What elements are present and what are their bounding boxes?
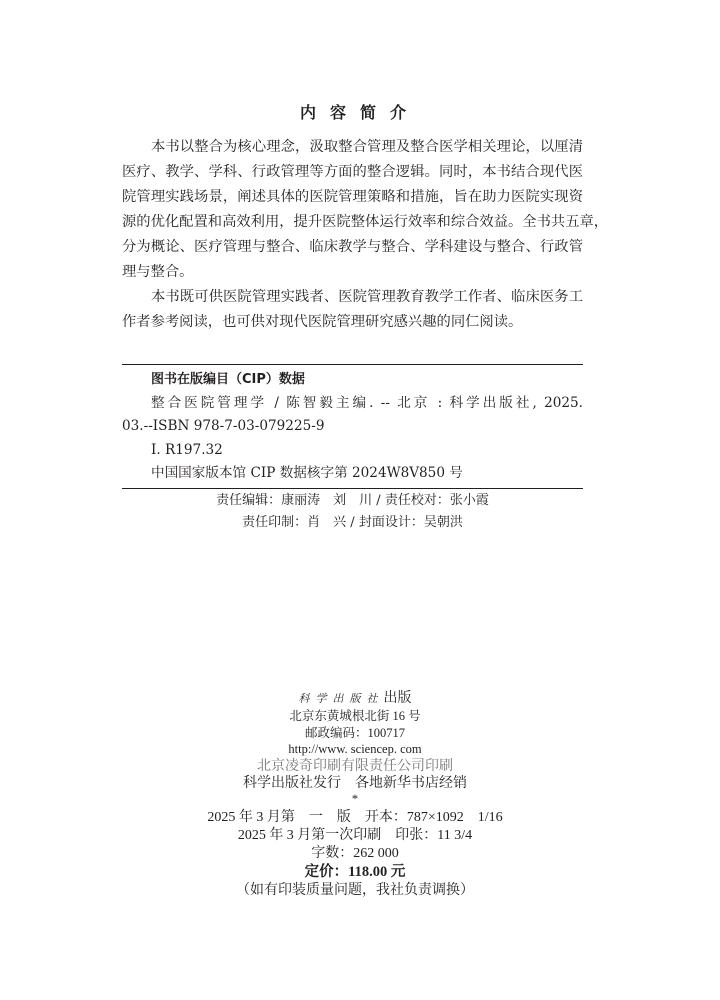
cip-line: 03.--ISBN 978-7-03-079225-9 — [122, 418, 325, 434]
publisher-suffix: 出版 — [383, 691, 412, 706]
summary-body — [122, 135, 609, 335]
summary-line: 本书以整合为核心理念，汲取整合管理及整合医学相关理论，以厘清 — [151, 139, 583, 155]
credits-editors: 责任编辑：康丽涛 刘 川 / 责任校对：张小霞 — [216, 493, 489, 508]
summary-line: 医疗、教学、学科、行政管理等方面的整合逻辑。同时，本书结合现代医 — [122, 164, 583, 180]
divider-bottom — [122, 488, 583, 489]
cip-block — [122, 368, 583, 486]
summary-line: 本书既可供医院管理实践者、医院管理教育教学工作者、临床医务工 — [151, 289, 583, 305]
summary-line: 理与整合。 — [122, 264, 194, 280]
credits — [122, 490, 583, 534]
summary-line: 分为概论、医疗管理与整合、临床教学与整合、学科建设与整合、行政管 — [122, 239, 583, 255]
edition: 2025 年 3 月第 一 版 开本：787×1092 1/16 — [207, 809, 503, 825]
separator-star: * — [351, 791, 359, 806]
cip-heading: 图书在版编目（CIP）数据 — [151, 372, 305, 387]
summary-line: 源的优化配置和高效利用，提升医院整体运行效率和综合效益。全书共五章， — [122, 214, 609, 230]
printing: 2025 年 3 月第一次印刷 印张：11 3/4 — [237, 827, 473, 843]
address: 北京东黄城根北街 16 号 — [289, 709, 421, 723]
imprint — [150, 690, 560, 900]
price: 定价：118.00 元 — [304, 863, 406, 880]
publisher-logo: 科学出版社 — [298, 693, 384, 705]
summary-line: 院管理实践场景，阐述具体的医院管理策略和措施，旨在助力医院实现资 — [122, 189, 583, 205]
divider-top — [122, 364, 583, 365]
distribution: 科学出版社发行 各地新华书店经销 — [243, 775, 467, 791]
summary-title: 内容简介 — [299, 103, 420, 122]
cip-line: 中国国家版本馆 CIP 数据核字第 2024W8V850 号 — [151, 465, 463, 481]
summary-line: 作者参考阅读，也可供对现代医院管理研究感兴趣的同仁阅读。 — [122, 314, 523, 330]
word-count: 字数：262 000 — [311, 845, 399, 861]
credits-production: 责任印制：肖 兴 / 封面设计：吴朝洪 — [242, 515, 463, 530]
cip-line: 整合医院管理学 / 陈智毅主编. -- 北京 : 科学出版社, 2025. — [151, 394, 583, 411]
postcode: 邮政编码：100717 — [304, 725, 405, 740]
quality-note: （如有印装质量问题，我社负责调换） — [236, 882, 474, 898]
cip-line: Ⅰ. R197.32 — [151, 441, 223, 458]
printer: 北京凌奇印刷有限责任公司印刷 — [257, 758, 453, 774]
url: http://www. sciencep. com — [288, 742, 422, 756]
